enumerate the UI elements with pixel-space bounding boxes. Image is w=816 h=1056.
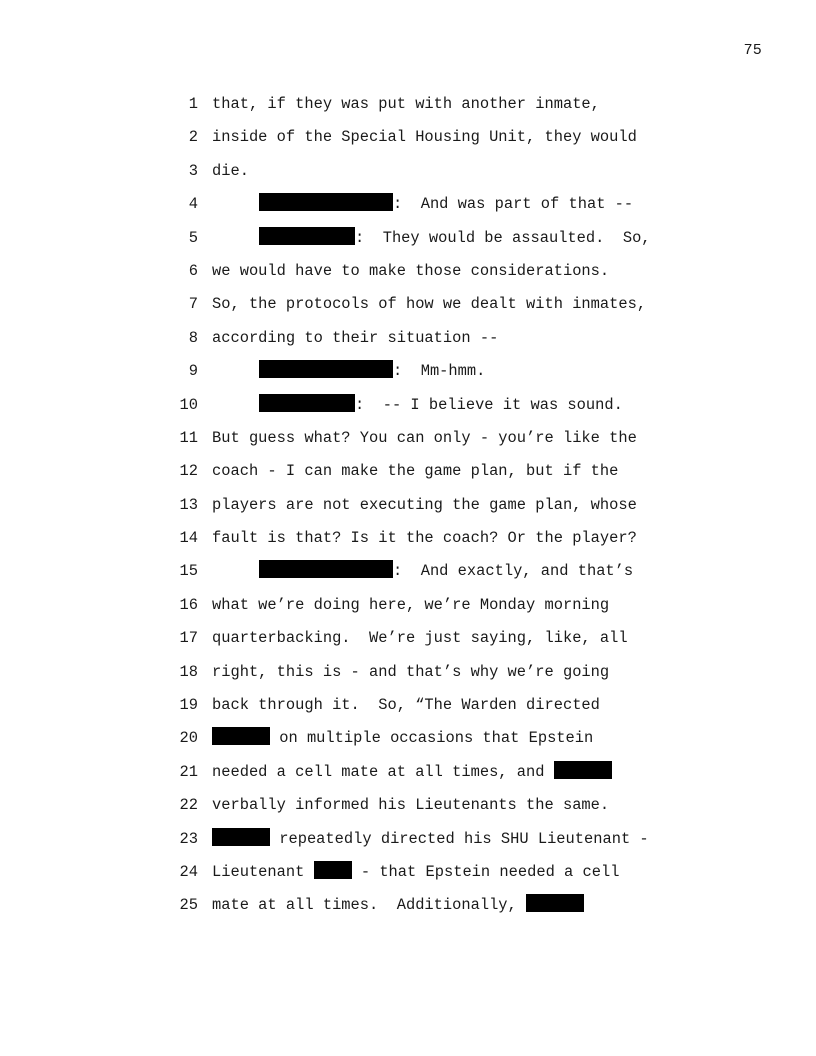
transcript-line — [0, 658, 816, 691]
transcript-line — [0, 391, 816, 424]
redacted-line — [212, 825, 649, 853]
transcript-line — [0, 691, 816, 724]
line-text: : Mm-hmm. — [393, 362, 486, 381]
redacted-line — [212, 858, 619, 886]
transcript-line — [0, 491, 816, 524]
line-number: 20 — [179, 729, 198, 748]
transcript-line — [0, 224, 816, 257]
line-number: 22 — [179, 796, 198, 815]
redaction-box — [554, 761, 612, 779]
transcript-line — [0, 891, 816, 924]
line-text: players are not executing the game plan, whose — [212, 495, 637, 514]
line-text: that, if they was put with another inmate, — [212, 95, 600, 113]
transcript-line — [0, 825, 816, 858]
line-number: 17 — [179, 629, 198, 648]
redaction-box — [212, 828, 270, 846]
line-number: 19 — [179, 696, 198, 715]
line-text: So, the protocols of how we dealt with inmates, — [212, 295, 647, 314]
speaker-line — [259, 391, 623, 419]
speaker-line — [259, 224, 651, 252]
transcript-line — [0, 324, 816, 357]
line-number: 1 — [188, 95, 198, 113]
line-text: Lieutenant — [212, 862, 314, 881]
transcript-line — [0, 858, 816, 891]
redacted-line — [212, 758, 612, 786]
line-text: quarterbacking. We’re just saying, like, all — [212, 629, 628, 648]
redaction-box — [526, 894, 584, 912]
line-text: die. — [212, 161, 249, 180]
line-number: 12 — [179, 462, 198, 481]
line-text: But guess what? You can only - you’re like the — [212, 428, 637, 447]
line-number: 6 — [188, 261, 198, 280]
line-text: - that Epstein needed a cell — [351, 862, 620, 881]
line-text: needed a cell mate at all times, and — [212, 762, 554, 781]
transcript-line — [0, 157, 816, 190]
redaction-box — [314, 861, 352, 879]
transcript-line — [0, 758, 816, 791]
line-number: 24 — [179, 862, 198, 881]
line-number: 13 — [179, 495, 198, 514]
line-number: 7 — [188, 295, 198, 314]
transcript-line — [0, 257, 816, 290]
redaction-box — [259, 360, 393, 378]
line-number: 11 — [179, 428, 198, 447]
transcript-line — [0, 557, 816, 590]
line-number: 10 — [179, 395, 198, 414]
line-text: we would have to make those considerations. — [212, 261, 610, 280]
redacted-line — [212, 891, 584, 919]
line-text: fault is that? Is it the coach? Or the player? — [212, 529, 637, 548]
line-number: 25 — [179, 896, 198, 915]
line-text: mate at all times. Additionally, — [212, 896, 527, 915]
line-text: right, this is - and that’s why we’re going — [212, 662, 610, 681]
redacted-line — [212, 724, 593, 752]
line-text: coach - I can make the game plan, but if the — [212, 462, 619, 481]
line-number: 16 — [179, 595, 198, 614]
line-text: inside of the Special Housing Unit, they would — [212, 128, 637, 147]
transcript-line — [0, 457, 816, 490]
line-text: : -- I believe it was sound. — [355, 395, 623, 414]
transcript-line — [0, 724, 816, 757]
line-number: 3 — [188, 161, 198, 180]
line-number: 18 — [179, 662, 198, 681]
line-number: 21 — [179, 762, 198, 781]
redaction-box — [212, 727, 270, 745]
line-number: 2 — [188, 128, 198, 147]
line-number: 9 — [188, 362, 198, 381]
transcript-line — [0, 591, 816, 624]
transcript-line — [0, 290, 816, 323]
line-number: 23 — [179, 829, 198, 848]
line-text: according to their situation -- — [212, 328, 499, 347]
line-text: : And exactly, and that’s — [393, 562, 634, 581]
line-number: 5 — [188, 228, 198, 247]
transcript-line — [0, 791, 816, 824]
speaker-line — [259, 190, 633, 218]
line-text: : They would be assaulted. So, — [355, 228, 651, 247]
line-text: what we’re doing here, we’re Monday morning — [212, 595, 610, 614]
transcript-line — [0, 357, 816, 390]
redaction-box — [259, 394, 355, 412]
line-number: 4 — [188, 195, 198, 214]
redaction-box — [259, 560, 393, 578]
transcript-line — [0, 524, 816, 557]
transcript-line — [0, 624, 816, 657]
line-number: 15 — [179, 562, 198, 581]
line-number: 8 — [188, 328, 198, 347]
line-text: : And was part of that -- — [393, 195, 634, 214]
line-text: verbally informed his Lieutenants the same. — [212, 796, 610, 815]
transcript-line — [0, 123, 816, 156]
speaker-line — [259, 357, 485, 385]
redaction-box — [259, 227, 355, 245]
transcript-line — [0, 90, 816, 123]
transcript-body — [0, 90, 816, 925]
line-text: back through it. So, “The Warden directed — [212, 696, 600, 715]
line-text: repeatedly directed his SHU Lieutenant - — [270, 829, 649, 848]
line-number: 14 — [179, 529, 198, 548]
speaker-line — [259, 557, 633, 585]
page-number: 75 — [743, 42, 762, 59]
transcript-line — [0, 190, 816, 223]
redaction-box — [259, 193, 393, 211]
line-text: on multiple occasions that Epstein — [270, 729, 594, 748]
transcript-line — [0, 424, 816, 457]
